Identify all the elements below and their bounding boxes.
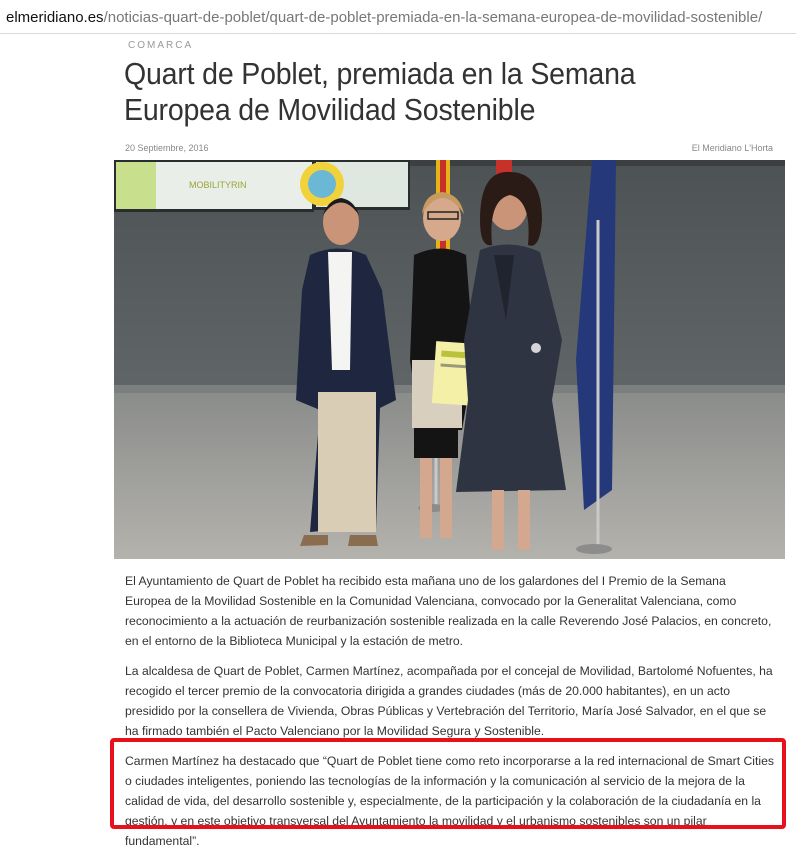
article-date: 20 Septiembre, 2016 [125, 143, 209, 153]
article-photo [114, 160, 785, 559]
article-author[interactable]: El Meridiano L'Horta [691, 143, 773, 153]
highlight-annotation-box [110, 738, 786, 829]
article-paragraph-2: La alcaldesa de Quart de Poblet, Carmen Martínez, acompañada por el concejal de Movilidad, Bartolomé Nofuentes, ha recogido el tercer premio de la convocatoria dirigida a grandes ciudades (más de 20.000 habitantes), en un acto presidido por la consellera de Vivienda, Obras Públicas y Vertebración del Territorio, María José Salvador, en el que se ha firmado también el Pacto Valenciano por la Movilidad Segura y Sostenible. [125, 664, 773, 738]
award-photo-illustration [114, 160, 785, 559]
article-paragraph-3: Carmen Martínez ha destacado que “Quart de Poblet tiene como reto incorporarse a la red internacional de Smart Cities o ciudades inteligentes, poniendo las tecnologías de la información y la comunicación al servicio de la mejora de la calidad de vida, del desarrollo sostenible y, especialmente, de la participación y la colaboración de la ciudadanía en la gestión, y en este objetivo transversal del Ayuntamiento la movilidad y el urbanismo sostenibles son un pilar fundamental”. [125, 754, 774, 848]
article-category[interactable]: COMARCA [128, 40, 194, 51]
article-paragraph-1: El Ayuntamiento de Quart de Poblet ha recibido esta mañana uno de los galardones del I Premio de la Semana Europea de la Movilidad Sostenible en la Comunidad Valenciana, convocado por la Generalitat Valenciana, como reconocimiento a la actuación de reurbanización sostenible realizada en la calle Reverendo José Palacios, en concreto, en el entorno de la Biblioteca Municipal y la estación de metro. [125, 574, 772, 648]
article-title: Quart de Poblet, premiada en la Semana Europea de Movilidad Sostenible [124, 56, 636, 127]
screen-text: MOBILITYRIN [189, 180, 247, 190]
address-bar[interactable] [0, 0, 796, 34]
url-path: /noticias-quart-de-poblet/quart-de-poblet-premiada-en-la-semana-europea-de-movilidad-sostenible/ [103, 9, 763, 26]
url-domain: elmeridiano.es [6, 9, 104, 26]
